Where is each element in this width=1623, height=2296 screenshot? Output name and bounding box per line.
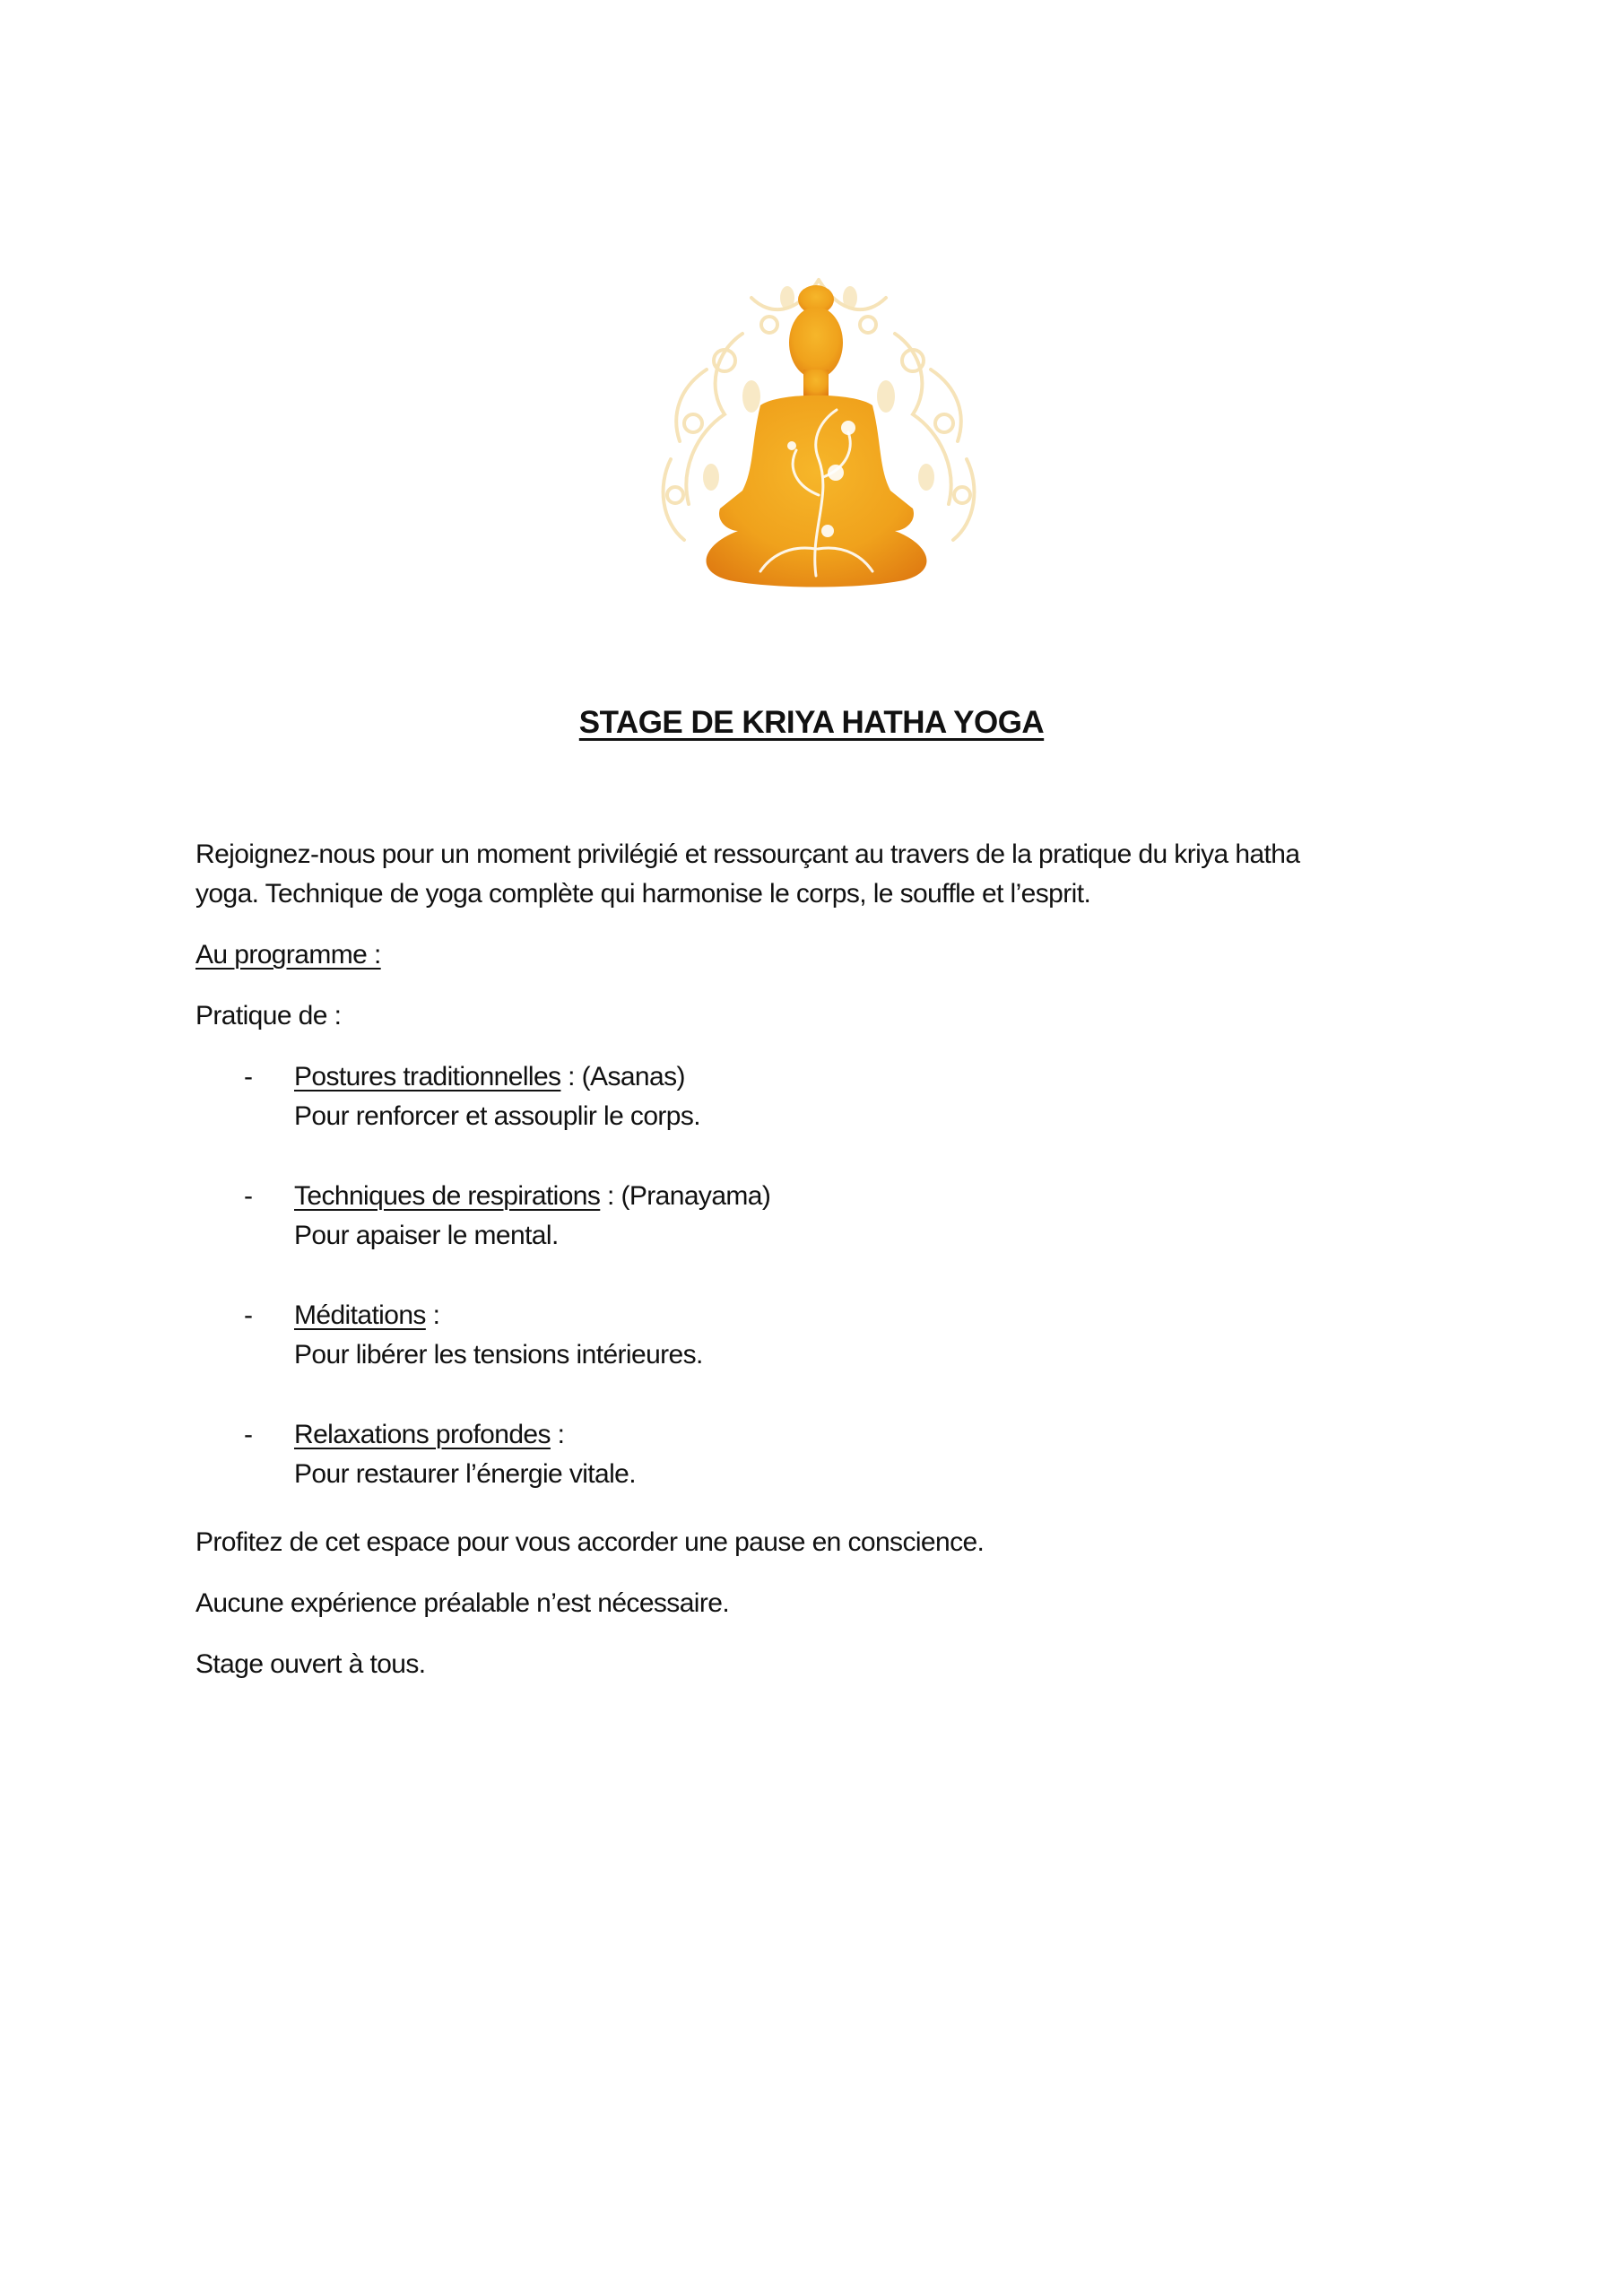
item-name: Relaxations profondes xyxy=(294,1420,551,1449)
item-suffix: : xyxy=(550,1420,565,1449)
bullet-dash: - xyxy=(244,1420,253,1449)
intro-line-2: yoga. Technique de yoga complète qui harmonise le corps, le souffle et l’esprit. xyxy=(195,879,1091,909)
item-suffix: : (Pranayama) xyxy=(600,1181,771,1211)
item-suffix: : (Asanas) xyxy=(560,1062,685,1091)
item-name: Techniques de respirations xyxy=(294,1181,601,1211)
item-description: Pour apaiser le mental. xyxy=(294,1221,559,1250)
item-heading xyxy=(294,1296,439,1335)
page-title xyxy=(0,705,1623,741)
item-heading xyxy=(294,1177,770,1216)
intro-line-1: Rejoignez-nous pour un moment privilégié et ressourçant au travers de la pratique du kriya hatha xyxy=(195,839,1300,869)
meditating-figure-icon xyxy=(644,262,994,603)
item-description: Pour renforcer et assouplir le corps. xyxy=(294,1101,701,1131)
item-name: Postures traditionnelles xyxy=(294,1062,561,1091)
title-text: STAGE DE KRIYA HATHA YOGA xyxy=(578,705,1045,740)
bullet-dash: - xyxy=(244,1300,253,1330)
item-suffix: : xyxy=(425,1300,440,1330)
item-heading xyxy=(294,1057,685,1097)
bullet-dash: - xyxy=(244,1062,253,1091)
closing-line-3: Stage ouvert à tous. xyxy=(195,1649,426,1679)
item-description: Pour libérer les tensions intérieures. xyxy=(294,1340,703,1370)
programme-heading-text: Au programme : xyxy=(195,940,381,970)
item-name: Méditations xyxy=(294,1300,426,1330)
bullet-dash: - xyxy=(244,1181,253,1211)
pratique-label: Pratique de : xyxy=(195,1001,342,1031)
closing-line-1: Profitez de cet espace pour vous accorder une pause en conscience. xyxy=(195,1527,985,1557)
yoga-logo xyxy=(644,262,994,603)
item-description: Pour restaurer l’énergie vitale. xyxy=(294,1459,636,1489)
item-heading xyxy=(294,1415,564,1455)
programme-heading xyxy=(195,935,1451,975)
closing-line-2: Aucune expérience préalable n’est nécessaire. xyxy=(195,1588,730,1618)
